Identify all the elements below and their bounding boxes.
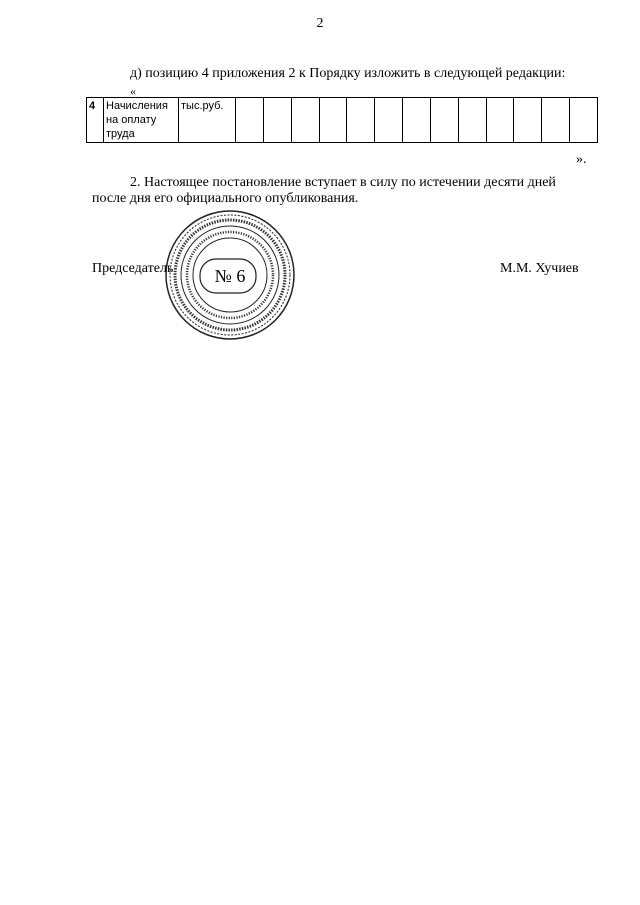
empty-cell bbox=[458, 98, 486, 143]
empty-cell bbox=[514, 98, 542, 143]
page-number: 2 bbox=[316, 16, 324, 31]
empty-cell bbox=[542, 98, 570, 143]
row-number-cell: 4 bbox=[87, 98, 104, 143]
empty-cell bbox=[430, 98, 458, 143]
row-name-line: на оплату bbox=[106, 114, 157, 126]
empty-cell bbox=[291, 98, 319, 143]
quote-close: ». bbox=[576, 152, 587, 167]
seal-number: № 6 bbox=[214, 266, 246, 286]
empty-cell bbox=[486, 98, 514, 143]
empty-cell bbox=[263, 98, 291, 143]
row-unit-cell: тыс.руб. bbox=[179, 98, 236, 143]
paragraph-2-line1: 2. Настоящее постановление вступает в силу по истечении десяти дней bbox=[130, 175, 556, 190]
position-table bbox=[86, 97, 598, 143]
row-name-line: Начисления bbox=[106, 100, 168, 112]
paragraph-d: д) позицию 4 приложения 2 к Порядку изложить в следующей редакции: bbox=[130, 66, 566, 81]
signature-name: М.М. Хучиев bbox=[500, 261, 579, 276]
row-name-cell bbox=[104, 98, 179, 143]
table-row bbox=[87, 98, 598, 143]
row-name-line: труда bbox=[106, 128, 135, 140]
paragraph-2-line2: после дня его официального опубликования. bbox=[92, 191, 359, 206]
signature-title: Председатель bbox=[92, 261, 174, 276]
quote-open: « bbox=[130, 84, 136, 98]
empty-cell bbox=[347, 98, 375, 143]
empty-cell bbox=[570, 98, 598, 143]
empty-cell bbox=[403, 98, 431, 143]
empty-cell bbox=[319, 98, 347, 143]
official-seal-stamp bbox=[164, 209, 296, 341]
empty-cell bbox=[236, 98, 264, 143]
paragraph-2 bbox=[92, 175, 592, 207]
empty-cell bbox=[375, 98, 403, 143]
